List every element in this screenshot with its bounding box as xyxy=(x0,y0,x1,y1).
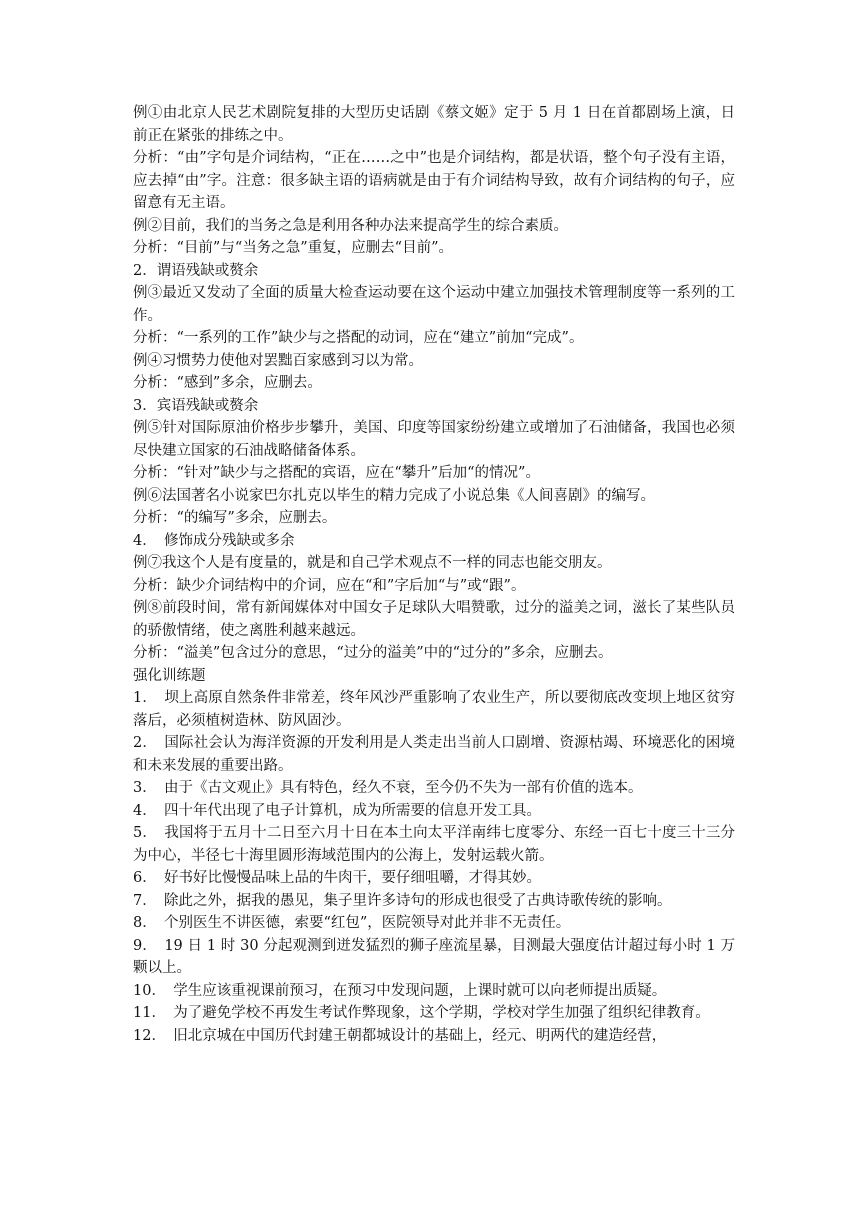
exercise-item-2: 2． 国际社会认为海洋资源的开发利用是人类走出当前人口剧增、资源枯竭、环境恶化的困境和未来发展的重要出路。 xyxy=(133,735,735,774)
example-1: 例①由北京人民艺术剧院复排的大型历史话剧《蔡文姬》定于 5 月 1 日在首都剧场上演，日前正在紧张的排练之中。 xyxy=(133,105,735,144)
document-body xyxy=(133,102,735,1047)
analysis-8: 分析：“溢美”包含过分的意思，“过分的溢美”中的“过分的”多余，应删去。 xyxy=(133,645,613,661)
example-2: 例②目前，我们的当务之急是利用各种办法来提高学生的综合素质。 xyxy=(133,217,568,234)
section-heading-object: 3．宾语残缺或赘余 xyxy=(133,397,259,414)
analysis-6: 分析：“的编写”多余，应删去。 xyxy=(133,510,337,526)
analysis-7: 分析：缺少介词结构中的介词，应在“和”字后加“与”或“跟”。 xyxy=(133,577,526,594)
analysis-1: 分析：“由”字句是介词结构，“正在……之中”也是介词结构，都是状语，整个句子没有主语，应去掉“由”字。注意：很多缺主语的语病就是由于有介词结构导致，故有介词结构的句子，应留意有无主语。 xyxy=(133,150,735,211)
example-5: 例⑤针对国际原油价格步步攀升，美国、印度等国家纷纷建立或增加了石油储备，我国也必须尽快建立国家的石油战略储备体系。 xyxy=(133,420,735,459)
exercise-item-12: 12． 旧北京城在中国历代封建王朝都城设计的基础上，经元、明两代的建造经营， xyxy=(133,1027,667,1044)
exercise-item-8: 8． 个别医生不讲医德，索要“红包”，医院领导对此并非不无责任。 xyxy=(133,915,571,931)
exercise-item-7: 7． 除此之外，据我的愚见，集子里许多诗句的形成也很受了古典诗歌传统的影响。 xyxy=(133,892,672,909)
analysis-5: 分析：“针对”缺少与之搭配的宾语，应在“攀升”后加“的情况”。 xyxy=(133,465,540,481)
exercise-item-3: 3． 由于《古文观止》具有特色，经久不衰，至今仍不失为一部有价值的选本。 xyxy=(133,780,643,796)
exercise-heading: 强化训练题 xyxy=(133,667,206,684)
exercise-item-4: 4． 四十年代出现了电子计算机，成为所需要的信息开发工具。 xyxy=(133,802,541,819)
example-4: 例④习惯势力使他对罢黜百家感到习以为常。 xyxy=(133,352,423,369)
exercise-item-11: 11． 为了避免学校不再发生考试作弊现象，这个学期，学校对学生加强了组织纪律教育。 xyxy=(133,1005,710,1021)
exercise-item-5: 5． 我国将于五月十二日至六月十日在本土向太平洋南纬七度零分、东经一百七十度三十三分为中心，半径七十海里圆形海域范围内的公海上，发射运载火箭。 xyxy=(133,825,735,864)
example-6: 例⑥法国著名小说家巴尔扎克以毕生的精力完成了小说总集《人间喜剧》的编写。 xyxy=(133,487,655,504)
exercise-item-9: 9． 19 日 1 时 30 分起观测到迸发猛烈的狮子座流星暴，目测最大强度估计超过每小时 1 万颗以上。 xyxy=(133,937,735,976)
exercise-item-10: 10． 学生应该重视课前预习，在预习中发现问题，上课时就可以向老师提出质疑。 xyxy=(133,982,667,999)
example-7: 例⑦我这个人是有度量的，就是和自己学术观点不一样的同志也能交朋友。 xyxy=(133,555,612,571)
section-heading-modifier: 4． 修饰成分残缺或多余 xyxy=(133,532,295,549)
exercise-item-6: 6． 好书好比慢慢品味上品的牛肉干，要仔细咀嚼，才得其妙。 xyxy=(133,870,541,886)
analysis-4: 分析：“感到”多余，应删去。 xyxy=(133,375,322,391)
analysis-3: 分析：“一系列的工作”缺少与之搭配的动词，应在“建立”前加“完成”。 xyxy=(133,330,584,346)
section-heading-predicate: 2．谓语残缺或赘余 xyxy=(133,262,259,279)
analysis-2: 分析：“目前”与“当务之急”重复，应删去“目前”。 xyxy=(133,240,453,256)
example-3: 例③最近又发动了全面的质量大检查运动要在这个运动中建立加强技术管理制度等一系列的工作。 xyxy=(133,285,735,324)
exercise-item-1: 1． 坝上高原自然条件非常差，终年风沙严重影响了农业生产，所以要彻底改变坝上地区贫穷落后，必须植树造林、防风固沙。 xyxy=(133,690,735,729)
example-8: 例⑧前段时间，常有新闻媒体对中国女子足球队大唱赞歌，过分的溢美之词，滋长了某些队员的骄傲情绪，使之离胜利越来越远。 xyxy=(133,600,735,639)
